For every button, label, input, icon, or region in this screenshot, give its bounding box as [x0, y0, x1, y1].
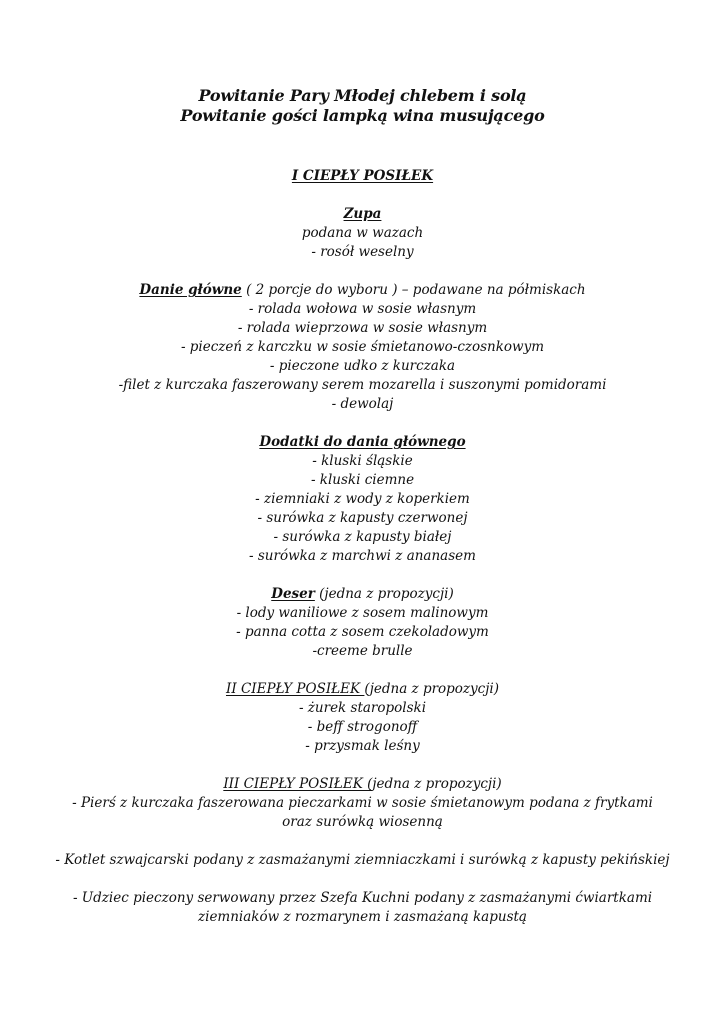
side-item: - ziemniaki z wody z koperkiem: [255, 491, 470, 507]
dessert-heading: [0, 585, 725, 604]
welcome-sparkling-wine: Powitanie gości lampką wina musującego: [180, 106, 545, 125]
third-course-item: - Pierś z kurczaka faszerowana pieczarkami w sosie śmietanowym podana z frytkami oraz surówką wiosenną: [72, 795, 653, 830]
dessert-item: - lody waniliowe z sosem malinowym: [236, 605, 489, 621]
second-course-item: - przysmak leśny: [305, 738, 420, 754]
main-dish-note: ( 2 porcje do wyboru ) – podawane na półmiskach: [241, 282, 586, 298]
main-dish-item: - rolada wołowa w sosie własnym: [248, 301, 477, 317]
soup-note: podana w wazach: [301, 225, 424, 241]
third-course-heading: [0, 775, 725, 794]
dessert-note: (jedna z propozycji): [314, 586, 454, 602]
main-dish-item: - rolada wieprzowa w sosie własnym: [237, 320, 488, 336]
side-item: - kluski śląskie: [312, 453, 413, 469]
second-course-heading: [0, 680, 725, 699]
main-dish-title: Danie główne: [139, 282, 242, 298]
welcome-header: [0, 86, 725, 126]
sides-title: Dodatki do dania głównego: [259, 434, 466, 450]
third-course-note: jedna z propozycji): [372, 776, 502, 792]
main-dish-item: - dewolaj: [331, 396, 394, 412]
main-dish-item: -filet z kurczaka faszerowany serem mozarella i suszonymi pomidorami: [118, 377, 607, 393]
main-dish-item: - pieczone udko z kurczaka: [269, 358, 456, 374]
dessert-item: -creeme brulle: [312, 643, 413, 659]
main-dish-heading: [0, 281, 725, 300]
main-dish-item: - pieczeń z karczku w sosie śmietanowo-czosnkowym: [180, 339, 545, 355]
second-course-item: - żurek staropolski: [298, 700, 427, 716]
dessert-item: - panna cotta z sosem czekoladowym: [236, 624, 489, 640]
soup-title: Zupa: [343, 206, 382, 222]
second-course-item: - beff strogonoff: [307, 719, 418, 735]
soup-item: - rosół weselny: [311, 244, 414, 260]
side-item: - kluski ciemne: [310, 472, 415, 488]
side-item: - surówka z kapusty białej: [273, 529, 452, 545]
second-course-note: (jedna z propozycji): [364, 681, 500, 697]
menu-body: [0, 167, 725, 927]
third-course-item: - Udziec pieczony serwowany przez Szefa Kuchni podany z zasmażanymi ćwiartkami ziemniaków z rozmarynem i zasmażaną kapustą: [72, 890, 653, 925]
first-course-title: I CIEPŁY POSIŁEK: [291, 168, 434, 184]
dessert-title: Deser: [271, 586, 315, 602]
third-course-item: - Kotlet szwajcarski podany z zasmażanymi ziemniaczkami i surówką z kapusty pekińskiej: [55, 852, 670, 868]
second-course-title: II CIEPŁY POSIŁEK: [225, 681, 365, 697]
third-course-title: III CIEPŁY POSIŁEK (: [223, 776, 373, 792]
side-item: - surówka z marchwi z ananasem: [249, 548, 476, 564]
side-item: - surówka z kapusty czerwonej: [257, 510, 468, 526]
welcome-bread-salt: Powitanie Pary Młodej chlebem i solą: [198, 86, 527, 105]
